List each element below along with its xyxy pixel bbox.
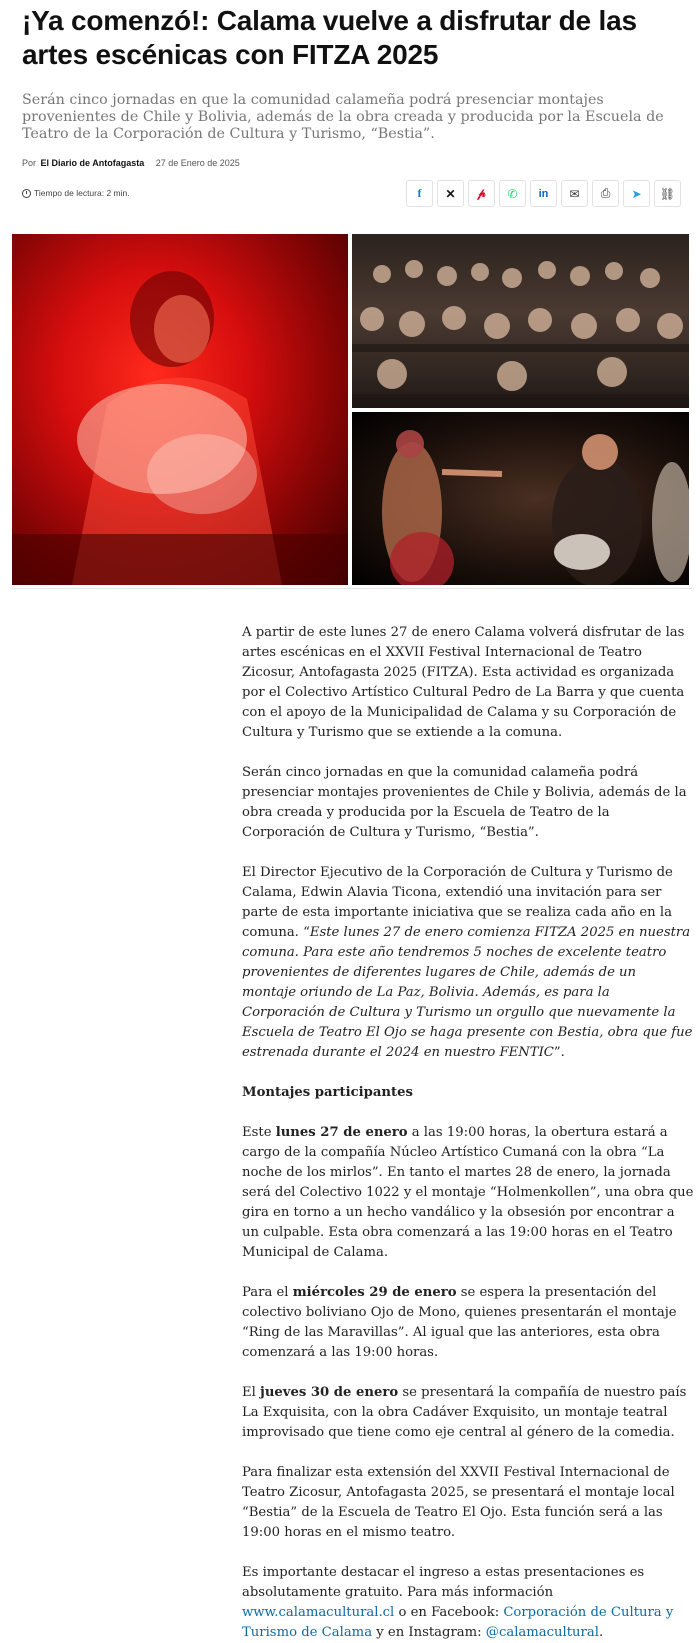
pinterest-icon: 𝓅 <box>477 186 486 200</box>
facebook-share-button[interactable] <box>406 180 433 207</box>
paragraph: Para finalizar esta extensión del XXVII Festival Internacional de Teatro Zicosur, Antofagasta 2025, se presentará el montaje local “Bestia” de la Escuela de Teatro El Ojo. Esta función será a las 19:00 horas en el mismo teatro. <box>242 1465 675 1540</box>
photo-actors-stage <box>352 412 689 585</box>
facebook-link[interactable]: Corporación de Cultura y Turismo de Calama <box>242 1605 674 1640</box>
by-label: Por <box>22 158 37 168</box>
paragraph: A partir de este lunes 27 de enero Calama volverá disfrutar de las artes escénicas en el XXVII Festival Internacional de Teatro Zicosur, Antofagasta 2025 (FITZA). Esta actividad es organizada por el Colectivo Artístico Cultural Pedro de La Barra y que cuenta con el apoyo de la Municipalidad de Calama y su Corporación de Cultura y Turismo que se extiende a la comuna. <box>242 625 685 740</box>
article-body <box>242 623 694 1643</box>
paragraph: El jueves 30 de enero se presentará la compañía de nuestro país La Exquisita, con la obra Cadáver Exquisito, un montaje teatral improvisado que tiene como eje central al género de la comedia. <box>242 1385 687 1440</box>
website-link[interactable]: www.calamacultural.cl <box>242 1605 395 1620</box>
quote: Este lunes 27 de enero comienza FITZA 2025 en nuestra comuna. Para este año tendremos 5 noches de excelente teatro provenientes de diferentes lugares de Chile, además de un montaje oriundo de La Paz, Bolivia. Además, es para la Corporación de Cultura y Turismo un orgullo que nuevamente la Escuela de Teatro El Ojo se haga presente con Bestia, obra que fue estrenada durante el 2024 en nuestro FENTIC <box>242 925 693 1060</box>
article-title: ¡Ya comenzó!: Calama vuelve a disfrutar de las artes escénicas con FITZA 2025 <box>22 5 637 70</box>
paragraph: Para el miércoles 29 de enero se espera la presentación del colectivo boliviano Ojo de Mono, quienes presentarán el montaje “Ring de las Maravillas”. Al igual que las anteriores, esta obra comenzará a las 19:00 horas. <box>242 1285 677 1360</box>
telegram-icon: ➤ <box>631 186 642 201</box>
paragraph: Serán cinco jornadas en que la comunidad calameña podrá presenciar montajes provenientes de Chile y Bolivia, además de la obra creada y producida por la Escuela de Teatro de la Corporación de Cultura y Turismo, “Bestia”. <box>242 765 687 840</box>
print-share-button[interactable] <box>592 180 619 207</box>
x-icon: ✕ <box>445 186 456 201</box>
paragraph-quote: El Director Ejecutivo de la Corporación de Cultura y Turismo de Calama, Edwin Alavia Ticona, extendió una invitación para ser parte de esta importante iniciativa que se realiza cada año en la comuna. “Este lunes 27 de enero comienza FITZA 2025 en nuestra comuna. Para este año tendremos 5 noches de excelente teatro provenientes de diferentes lugares de Chile, además de un montaje oriundo de La Paz, Bolivia. Además, es para la Corporación de Cultura y Turismo un orgullo que nuevamente la Escuela de Teatro El Ojo se haga presente con Bestia, obra que fue estrenada durante el 2024 en nuestro FENTIC”. <box>242 865 693 1060</box>
share-bar <box>406 180 681 207</box>
linkedin-share-button[interactable] <box>530 180 557 207</box>
copy-link-share-button[interactable] <box>654 180 681 207</box>
linkedin-icon: in <box>538 187 549 200</box>
printer-icon: ⎙ <box>600 186 611 200</box>
reading-time-label: Tiempo de lectura: 2 min. <box>34 188 130 198</box>
paragraph: Este lunes 27 de enero a las 19:00 horas, la obertura estará a cargo de la compañía Núcleo Artístico Cumaná con la obra “La noche de los mirlos”. En tanto el martes 28 de enero, la jornada será del Colectivo 1022 y el montaje “Holmenkollen”, una obra que gira en torno a un hecho vandálico y la obsesión por encontrar a un culpable. Esta obra comenzará a las 19:00 horas en el Teatro Municipal de Calama. <box>242 1125 694 1260</box>
section-heading: Montajes participantes <box>242 1085 413 1100</box>
telegram-share-button[interactable] <box>623 180 650 207</box>
link-icon: ⛓ <box>659 186 676 201</box>
pinterest-share-button[interactable] <box>468 180 495 207</box>
whatsapp-share-button[interactable] <box>499 180 526 207</box>
photo-audience <box>352 234 689 408</box>
email-share-button[interactable] <box>561 180 588 207</box>
whatsapp-icon: ✆ <box>507 186 518 201</box>
envelope-icon: ✉ <box>569 186 580 201</box>
publish-date: 27 de Enero de 2025 <box>155 158 240 168</box>
facebook-icon: f <box>417 186 422 200</box>
photo-performer-red-light <box>12 234 348 585</box>
article-subtitle: Serán cinco jornadas en que la comunidad calameña podrá presenciar montajes provenientes de Chile y Bolivia, además de la obra creada y producida por la Escuela de Teatro de la Corporación de Cultura y Turismo, “Bestia”. <box>22 92 664 142</box>
paragraph-links: Es importante destacar el ingreso a estas presentaciones es absolutamente gratuito. Para más información www.calamacultural.cl o en Facebook: Corporación de Cultura y Turismo de Calama y en Instagram: @calamacultural. <box>242 1565 674 1640</box>
byline <box>22 158 240 168</box>
reading-time <box>22 188 130 198</box>
author-link[interactable]: El Diario de Antofagasta <box>40 158 145 168</box>
photo-collage <box>10 234 694 589</box>
clock-icon <box>22 189 31 198</box>
x-share-button[interactable] <box>437 180 464 207</box>
instagram-link[interactable]: @calamacultural <box>485 1625 599 1640</box>
